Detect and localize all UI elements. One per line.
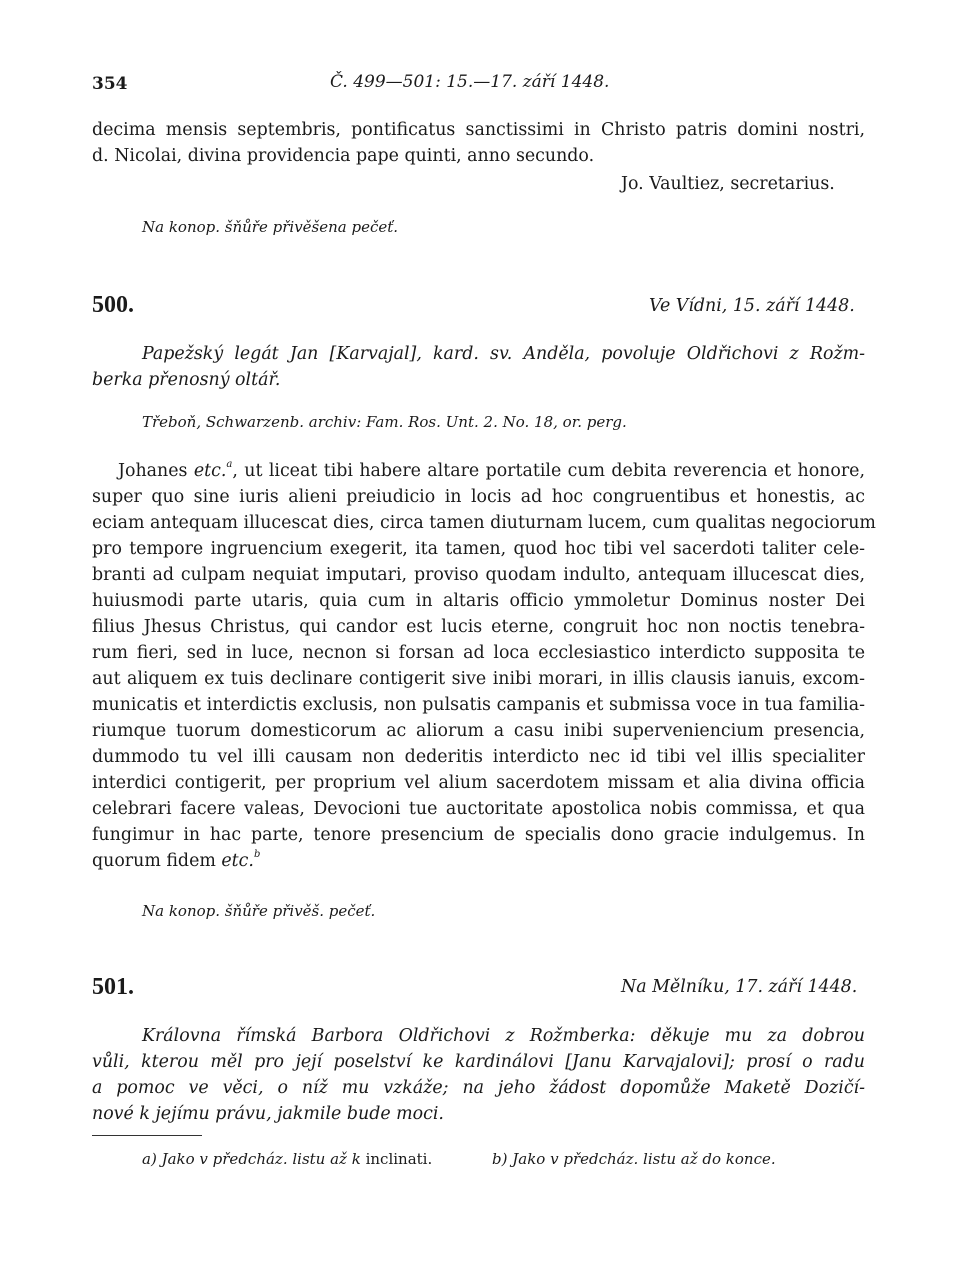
text-line: eciam antequam illucescat dies, circa tamen diuturnam lucem, cum qualitas negociorum <box>92 513 876 533</box>
text-line: pro tempore ingruencium exegerit, ita tamen, quod hoc tibi vel sacerdoti taliter cele- <box>92 539 865 559</box>
etc-abbrev: etc. <box>221 851 254 871</box>
text-line <box>118 461 865 481</box>
footnote-mark-a: a <box>226 459 233 471</box>
text-line <box>92 851 865 871</box>
footnote-text: Jako v předcház. listu až k <box>161 1150 361 1168</box>
text-line: decima mensis septembris, pontificatus sanctissimi in Christo patris domini nostri, <box>92 120 865 140</box>
page-number: 354 <box>92 74 128 94</box>
place-date: Na Mělníku, 17. září 1448. <box>621 977 858 997</box>
text-line: riumque tuorum domesticorum ac aliorum a casu inibi superveniencium presencia, <box>92 721 865 741</box>
text-line: interdici contigerit, per proprium vel alium sacerdotem missam et alia divina officia <box>92 773 865 793</box>
footnote-rule <box>92 1135 202 1136</box>
regest-line: berka přenosný oltář. <box>92 370 281 390</box>
text-line: d. Nicolai, divina providencia pape quinti, anno secundo. <box>92 146 595 166</box>
regest-line: Královna římská Barbora Oldřichovi z Rožmberka: děkuje mu za dobrou <box>142 1026 865 1046</box>
text-segment: quorum fidem <box>92 851 222 871</box>
regest-line: vůli, kterou měl pro její poselství ke kardinálovi [Janu Karvajalovi]; prosí o radu <box>92 1052 865 1072</box>
text-line: huiusmodi parte utaris, quia cum in altaris officio ymmoletur Dominus noster Dei <box>92 591 865 611</box>
text-line: fungimur in hac parte, tenore presencium de specialis dono gracie indulgemus. In <box>92 825 865 845</box>
seal-note: Na konop. šňůře přivěšena pečeť. <box>142 218 399 236</box>
text-line: aut aliquem ex tuis declinare contigerit sive inibi morari, in illis clausis ianuis, excom- <box>92 669 865 689</box>
footnote-a <box>142 1150 432 1168</box>
text-line: celebrari facere valeas, Devocioni tue auctoritate apostolica nobis commissa, et qua <box>92 799 865 819</box>
text-segment: Johanes <box>118 461 194 481</box>
regest-line: nové k jejímu právu, jakmile bude moci. <box>92 1104 444 1124</box>
place-date: Ve Vídni, 15. září 1448. <box>649 296 855 316</box>
archive-source: Třeboň, Schwarzenb. archiv: Fam. Ros. Unt. 2. No. 18, or. perg. <box>142 413 627 431</box>
seal-note: Na konop. šňůře přivěš. pečeť. <box>142 902 376 920</box>
etc-abbrev: etc. <box>193 461 227 481</box>
footnote-b <box>492 1150 776 1168</box>
running-title: Č. 499—501: 15.—17. září 1448. <box>330 72 610 92</box>
footnote-label: b) <box>492 1150 508 1168</box>
footnote-mark-b: b <box>253 849 261 861</box>
footnote-text: inclinati. <box>360 1150 433 1168</box>
document-number: 501. <box>92 974 134 1000</box>
document-number: 500. <box>92 292 134 318</box>
text-line: municatis et interdictis exclusis, non pulsatis campanis et submissa voce in tua familia- <box>92 695 865 715</box>
regest-line: a pomoc ve věci, o níž mu vzkáže; na jeho žádost dopomůže Maketě Dozičí- <box>92 1078 865 1098</box>
text-line: branti ad culpam nequiat imputari, proviso quodam indulto, antequam illucescat dies, <box>92 565 865 585</box>
text-line: rum fieri, sed in luce, necnon si forsan ad loca ecclesiastico interdicto supposita te <box>92 643 865 663</box>
text-segment: , ut liceat tibi habere altare portatile cum debita reverencia et honore, <box>232 461 865 481</box>
footnote-label: a) <box>142 1150 157 1168</box>
text-line: dummodo tu vel illi causam non dederitis interdicto nec id tibi vel illis specialiter <box>92 747 865 767</box>
regest-line: Papežský legát Jan [Karvajal], kard. sv. Anděla, povoluje Oldřichovi z Rožm- <box>142 344 865 364</box>
text-line: filius Jhesus Christus, qui candor est lucis eterne, congruit hoc non noctis tenebra- <box>92 617 865 637</box>
signature: Jo. Vaultiez, secretarius. <box>621 174 835 194</box>
footnote-text: Jako v předcház. listu až do konce. <box>512 1150 776 1168</box>
text-line: super quo sine iuris alieni preiudicio in locis ad hoc congruentibus et honestis, ac <box>92 487 865 507</box>
